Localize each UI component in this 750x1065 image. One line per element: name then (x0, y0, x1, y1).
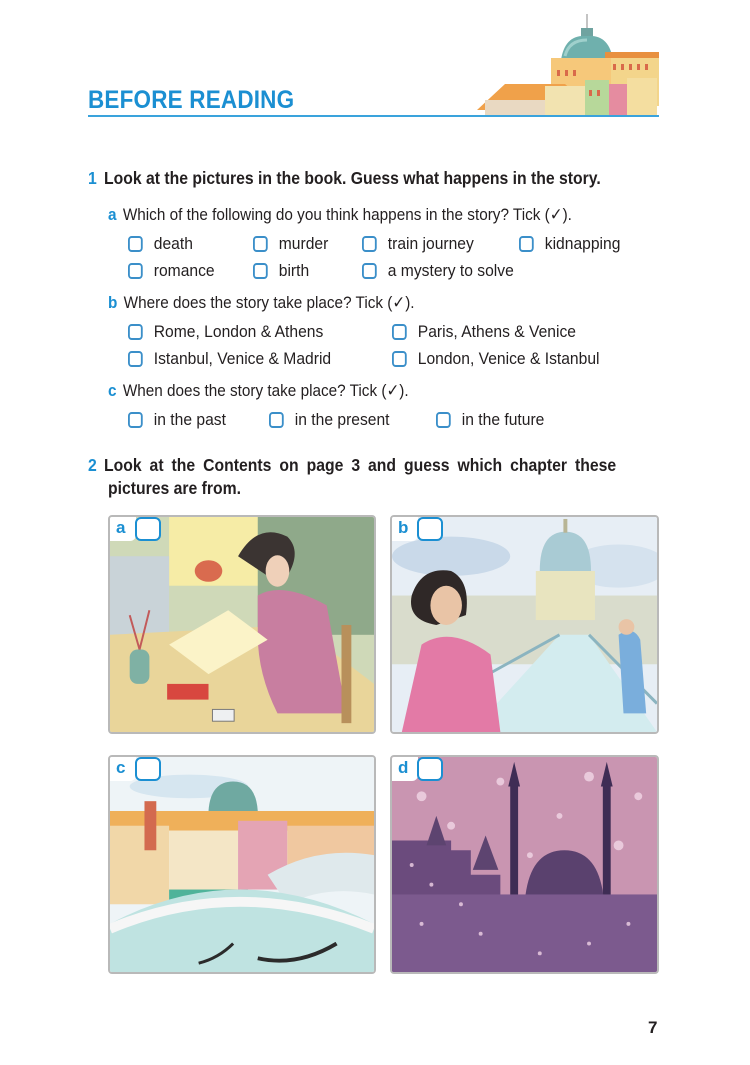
option-kidnapping[interactable] (519, 234, 620, 254)
option-label: London, Venice & Istanbul (417, 349, 600, 368)
option-future[interactable] (436, 410, 544, 430)
answer-box[interactable] (135, 517, 161, 541)
option-label: in the future (461, 410, 545, 429)
option-label: Paris, Athens & Venice (417, 322, 576, 341)
question-text: Look at the pictures in the book. Guess what happens in the story. (103, 168, 601, 188)
sub-letter: c (108, 381, 117, 400)
question-1 (88, 168, 601, 189)
option-label: train journey (387, 234, 474, 253)
option-label: a mystery to solve (387, 261, 514, 280)
title-underline (88, 115, 659, 117)
question-2 (88, 455, 616, 476)
checkbox[interactable] (362, 236, 377, 252)
picture-a (108, 515, 376, 734)
checkbox[interactable] (392, 324, 407, 340)
sub-letter: b (108, 293, 118, 312)
option-label: romance (153, 261, 215, 280)
picture-label: d (392, 757, 418, 781)
option-istanbul-venice-madrid[interactable] (128, 349, 331, 369)
question-number: 1 (88, 168, 97, 188)
option-label: Istanbul, Venice & Madrid (153, 349, 332, 368)
question-1c (108, 381, 409, 401)
option-label: kidnapping (544, 234, 621, 253)
option-train-journey[interactable] (362, 234, 474, 254)
checkbox[interactable] (269, 412, 284, 428)
option-label: death (153, 234, 193, 253)
checkbox[interactable] (392, 351, 407, 367)
option-label: in the present (294, 410, 390, 429)
option-rome-london-athens[interactable] (128, 322, 323, 342)
checkbox[interactable] (436, 412, 451, 428)
page-title: BEFORE READING (88, 86, 295, 114)
option-past[interactable] (128, 410, 226, 430)
sub-letter: a (108, 205, 117, 224)
sub-text: Which of the following do you think happens in the story? Tick (✓). (122, 205, 572, 224)
checkbox[interactable] (253, 263, 268, 279)
option-label: in the past (153, 410, 226, 429)
picture-label: b (392, 517, 418, 541)
picture-c (108, 755, 376, 974)
picture-b (390, 515, 659, 734)
question-text-line1: Look at the Contents on page 3 and guess which chapter these (103, 455, 617, 475)
option-label: murder (278, 234, 329, 253)
checkbox[interactable] (128, 236, 143, 252)
checkbox[interactable] (519, 236, 534, 252)
option-label: Rome, London & Athens (153, 322, 324, 341)
option-paris-athens-venice[interactable] (392, 322, 576, 342)
option-london-venice-istanbul[interactable] (392, 349, 600, 369)
question-number: 2 (88, 455, 97, 475)
checkbox[interactable] (253, 236, 268, 252)
answer-box[interactable] (135, 757, 161, 781)
checkbox[interactable] (128, 351, 143, 367)
checkbox[interactable] (362, 263, 377, 279)
picture-label: a (110, 517, 136, 541)
picture-d (390, 755, 659, 974)
answer-box[interactable] (417, 517, 443, 541)
option-romance[interactable] (128, 261, 215, 281)
option-murder[interactable] (253, 234, 328, 254)
checkbox[interactable] (128, 263, 143, 279)
checkbox[interactable] (128, 412, 143, 428)
question-1a (108, 205, 572, 225)
question-2-line2: pictures are from. (108, 478, 242, 498)
option-present[interactable] (269, 410, 390, 430)
option-birth[interactable] (253, 261, 309, 281)
sub-text: When does the story take place? Tick (✓). (122, 381, 409, 400)
picture-label: c (110, 757, 136, 781)
sub-text: Where does the story take place? Tick (✓). (123, 293, 415, 312)
option-label: birth (278, 261, 310, 280)
option-mystery[interactable] (362, 261, 514, 281)
question-1b (108, 293, 415, 313)
checkbox[interactable] (128, 324, 143, 340)
page-number: 7 (648, 1018, 658, 1037)
answer-box[interactable] (417, 757, 443, 781)
option-death[interactable] (128, 234, 193, 254)
header-illustration (465, 14, 661, 116)
